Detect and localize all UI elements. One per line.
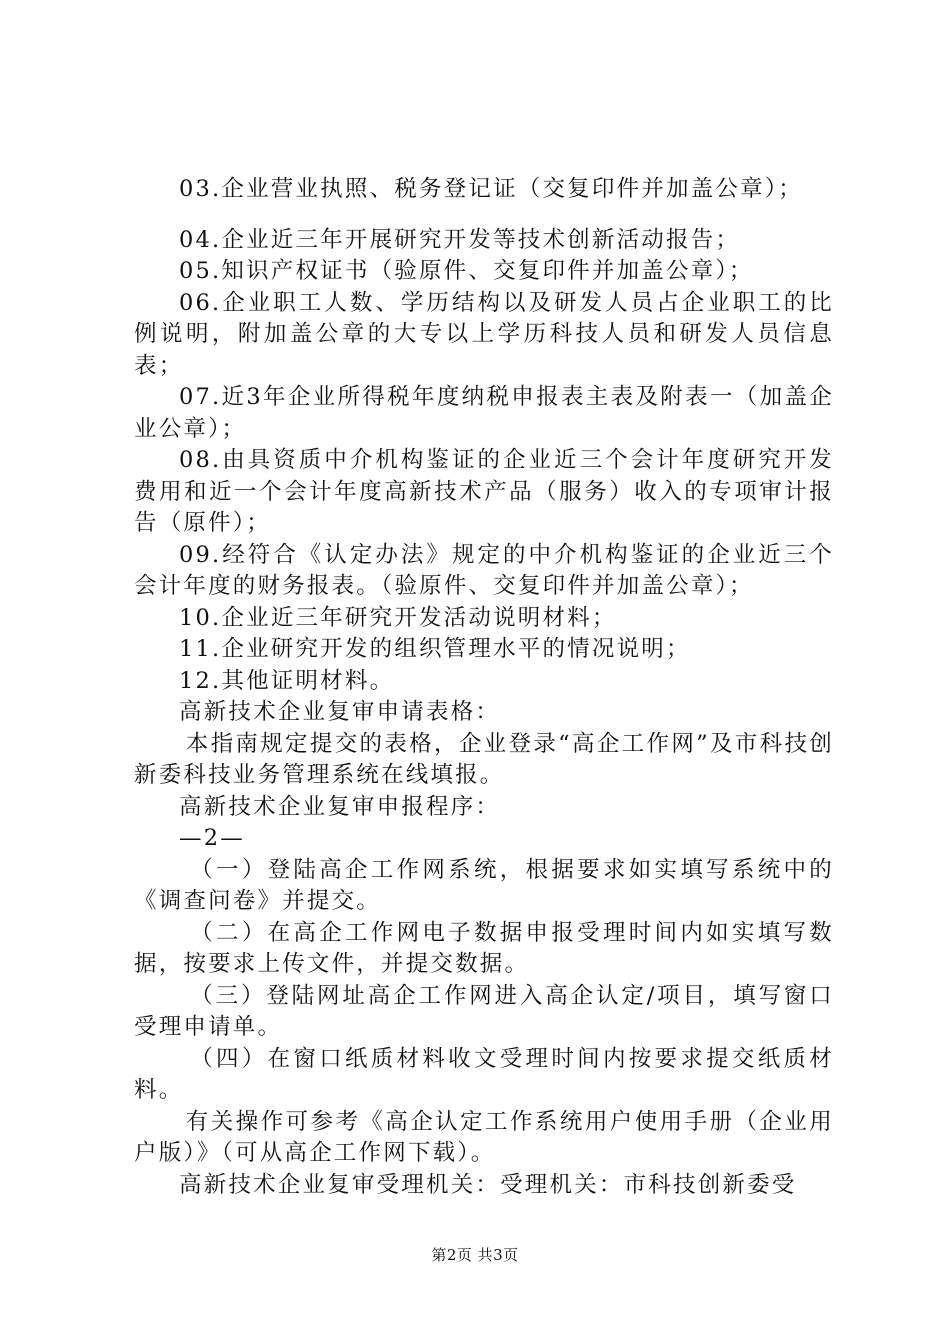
paragraph-item-04: 04.企业近三年开展研究开发等技术创新活动报告； [179,226,741,253]
paragraph-accepting-authority: 高新技术企业复审受理机关：受理机关：市科技创新委受 [179,1171,797,1198]
inline-page-marker: —2— [179,825,245,851]
paragraph-item-11: 11.企业研究开发的组织管理水平的情况说明； [179,636,691,662]
paragraph-manual-reference: 有关操作可参考《高企认定工作系统用户使用手册（企业用户版）》（可从高企工作网下载）。 [134,1108,834,1166]
section-heading-forms: 高新技术企业复审申请表格： [179,699,501,725]
paragraph-item-03: 03.企业营业执照、税务登记证（交复印件并加盖公章）； [179,176,803,202]
paragraph-item-10: 10.企业近三年研究开发活动说明材料； [179,604,617,631]
paragraph-item-08: 08.由具资质中介机构鉴证的企业近三个会计年度研究开发费用和近一个会计年度高新技术产品（服务）收入的专项审计报告（原件）； [134,447,834,536]
procedure-step-4: （四）在窗口纸质材料收文受理时间内按要求提交纸质材料。 [134,1045,834,1103]
procedure-step-3: （三）登陆网址高企工作网进入高企认定/项目，填写窗口受理申请单。 [134,982,834,1040]
section-heading-procedure: 高新技术企业复审申报程序： [179,793,501,820]
procedure-step-2: （二）在高企工作网电子数据申报受理时间内如实填写数据，按要求上传文件，并提交数据。 [134,919,834,977]
paragraph-item-05: 05.知识产权证书（验原件、交复印件并加盖公章）； [179,258,754,284]
page-number-footer: 第2页 共3页 [431,1246,519,1264]
paragraph-item-09: 09.经符合《认定办法》规定的中介机构鉴证的企业近三个会计年度的财务报表。（验原件、交复印件并加盖公章）； [134,541,834,599]
paragraph-item-07: 07.近3年企业所得税年度纳税申报表主表及附表一（加盖企业公章）； [134,384,834,442]
procedure-step-1: （一）登陆高企工作网系统，根据要求如实填写系统中的《调查问卷》并提交。 [134,856,834,914]
paragraph-forms-description: 本指南规定提交的表格，企业登录“高企工作网”及市科技创新委科技业务管理系统在线填报。 [134,730,834,788]
paragraph-item-06: 06.企业职工人数、学历结构以及研发人员占企业职工的比例说明，附加盖公章的大专以上学历科技人员和研发人员信息表； [134,289,834,379]
paragraph-item-12: 12.其他证明材料。 [179,667,395,694]
document-body [134,174,834,1201]
